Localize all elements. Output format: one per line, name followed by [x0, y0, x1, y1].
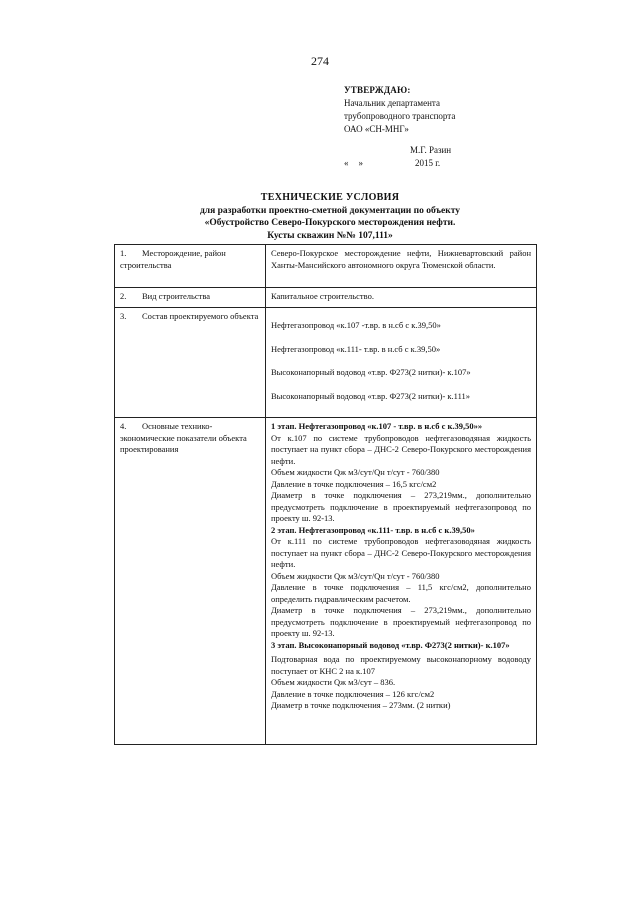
signature-row: [344, 144, 544, 157]
indicator-line: Объем жидкости Qж м3/сут/Qн т/сут - 760/380: [271, 570, 440, 581]
indicator-line: От к.107 по системе трубопроводов нефтегазоводяная жидкость поступает на пункт сбора – ДНС-2 Северо-Покурского месторождения нефти.: [271, 432, 531, 466]
page-number: 274: [311, 54, 329, 68]
list-item: Нефтегазопровод «к.111- т.вр. в н.сб с к.39,50»: [271, 343, 441, 354]
title-main: ТЕХНИЧЕСКИЕ УСЛОВИЯ: [260, 192, 400, 203]
list-item: Высоконапорный водовод «т.вр. Ф273(2 нитки)- к.111»: [271, 390, 471, 401]
indicator-line: Диаметр в точке подключения – 273,219мм., дополнительно предусмотреть подключение в проектируемый нефтегазопровод по проекту ш. 92-13.: [271, 605, 531, 638]
stage-heading: 1 этап. Нефтегазопровод «к.107 - т.вр. в н.сб с к.39,50»»: [271, 421, 483, 431]
table-row: [115, 288, 537, 308]
indicator-line: Давление в точке подключения – 16,5 кгс/см2: [271, 478, 437, 489]
conditions-table: [114, 244, 537, 745]
title-line: для разработки проектно-сметной документации по объекту: [199, 205, 461, 216]
row-label: Вид строительства: [142, 291, 211, 301]
indicator-line: Диаметр в точке подключения – 273,219мм., дополнительно предусмотреть подключение в проектируемый нефтегазопровод по проекту ш. 92-13.: [271, 490, 531, 523]
row-value: Северо-Покурское месторождение нефти, Нижневартовский район Ханты-Мансийского автономного округа Тюменской области.: [266, 245, 537, 288]
row-label-cell: [115, 418, 266, 745]
date-quote-open: «: [344, 158, 349, 168]
approval-line: трубопроводного транспорта: [344, 111, 456, 121]
table-row: [115, 418, 537, 745]
indicator-line: Подтоварная вода по проектируемому высоконапорному водоводу поступает от КНС 2 на к.107: [271, 654, 531, 676]
stage-heading: 3 этап. Высоконапорный водовод «т.вр. Ф273(2 нитки)- к.107»: [271, 639, 510, 650]
indicator-line: Диаметр в точке подключения – 273мм. (2 нитки): [271, 700, 451, 710]
indicator-line: Давление в точке подключения – 11,5 кгс/см2, дополнительно определить гидравлическим расчетом.: [271, 582, 531, 604]
indicator-line: Объем жидкости Qж м3/сут – 836.: [271, 677, 396, 687]
table-row: [115, 308, 537, 418]
row-number: 1.: [120, 248, 127, 258]
row-number: 2.: [120, 291, 127, 301]
date-quote-close: »: [358, 158, 363, 168]
row-number: 4.: [120, 421, 127, 431]
row-label-cell: [115, 308, 266, 418]
approval-year: 2015 г.: [415, 158, 441, 168]
document-title: [140, 192, 520, 242]
row-label-cell: [115, 245, 266, 288]
row-label: Месторождение, район строительства: [120, 248, 226, 270]
indicator-line: Объем жидкости Qж м3/сут/Qн т/сут - 760/380: [271, 467, 440, 477]
objects-list: [266, 308, 537, 418]
approval-line: ОАО «СН-МНГ»: [344, 124, 409, 134]
row-value: Капитальное строительство.: [266, 288, 537, 308]
row-number: 3.: [120, 311, 127, 321]
indicator-line: От к.111 по системе трубопроводов нефтегазоводяная жидкость поступает на пункт сбора – ДНС-2 Северо-Покурского месторождения нефти.: [271, 536, 531, 569]
list-item: Нефтегазопровод «к.107 -т.вр. в н.сб с к.39,50»: [271, 320, 441, 330]
signatory-name: М.Г. Разин: [410, 145, 452, 155]
date-row: [344, 157, 544, 170]
approval-block: [344, 84, 544, 170]
list-item: Высоконапорный водовод «т.вр. Ф273(2 нитки)- к.107»: [271, 367, 471, 377]
title-line: «Обустройство Северо-Покурского месторождения нефти.: [204, 218, 456, 228]
title-line: Кусты скважин №№ 107,111»: [267, 230, 393, 241]
row-label-cell: [115, 288, 266, 308]
row-label: Состав проектируемого объекта: [142, 311, 259, 321]
approval-line: Начальник департамента: [344, 98, 440, 108]
approval-heading: УТВЕРЖДАЮ:: [344, 85, 411, 95]
row-label: Основные технико-экономические показатели объекта проектирования: [120, 421, 247, 454]
stage-heading: 2 этап. Нефтегазопровод «к.111- т.вр. в н.сб с к.39,50»: [271, 524, 475, 535]
indicator-line: Давление в точке подключения – 126 кгс/см2: [271, 688, 435, 699]
indicators-cell: [266, 418, 537, 745]
table-row: [115, 245, 537, 288]
